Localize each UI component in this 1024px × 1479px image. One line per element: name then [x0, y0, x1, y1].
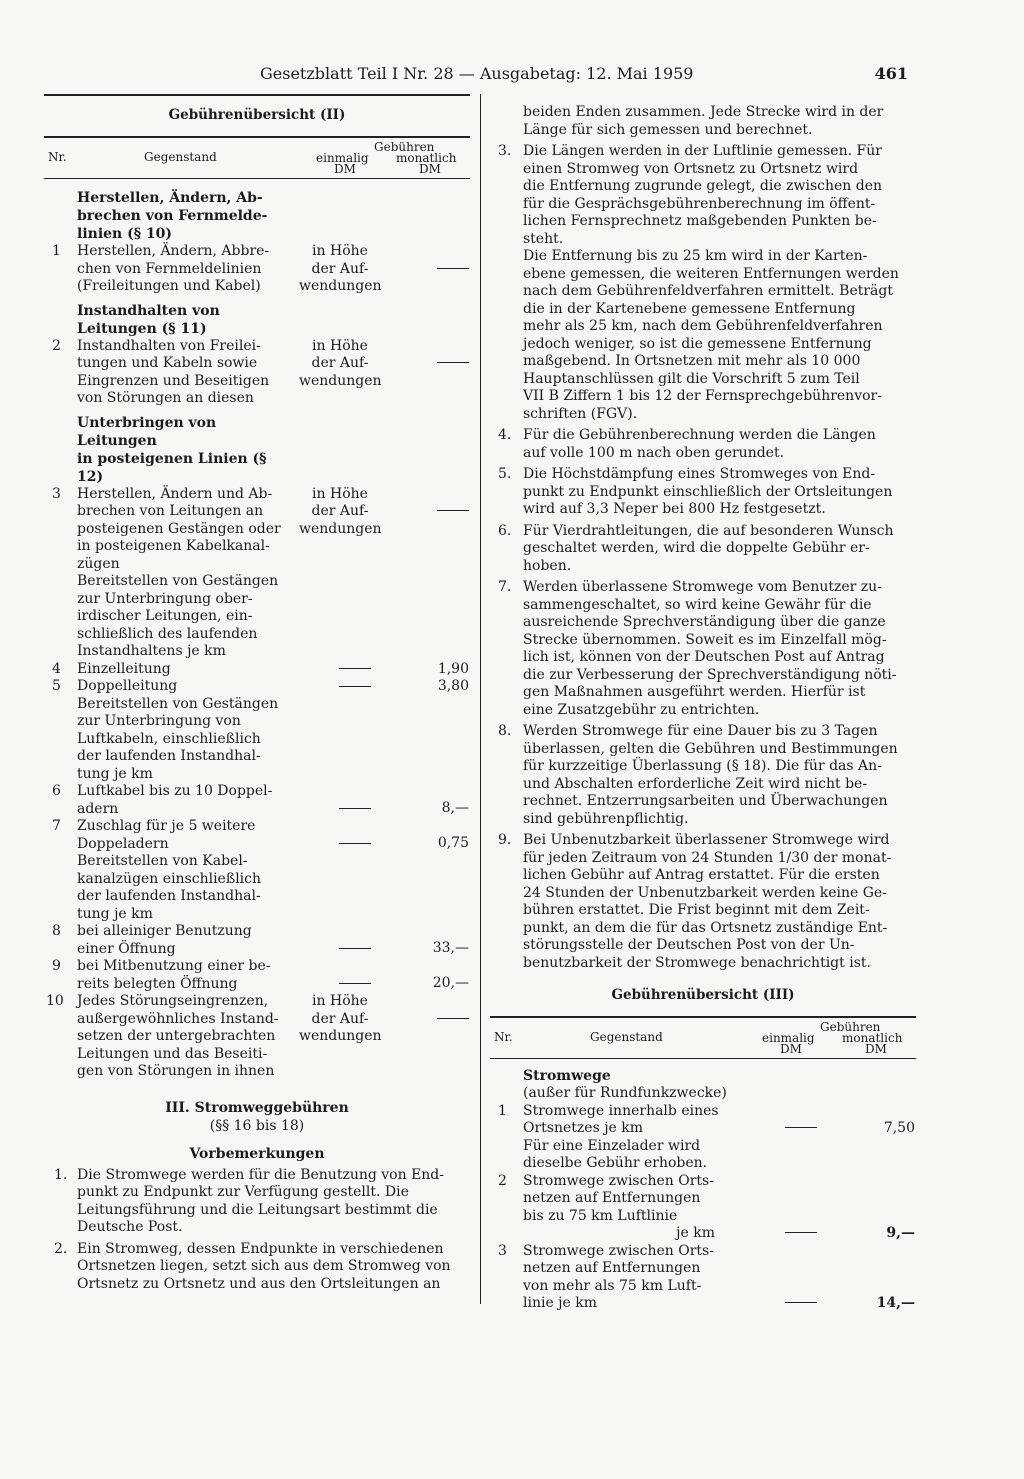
col-einmalig: einmalig	[316, 151, 369, 165]
table-row: 7 Zuschlag für je 5 weitere Doppeladern 0,75	[52, 818, 469, 852]
table-row: 6 Luftkabel bis zu 10 Doppel- adern 8,—	[52, 783, 469, 817]
table-row: 3 Stromwege zwischen Orts- netzen auf Entfernungen von mehr als 75 km Luft- linie je km 14,—	[498, 1242, 915, 1311]
section3-title: III. Stromweggebühren	[165, 1099, 349, 1116]
table-row: 5 Doppelleitung 3,80	[52, 678, 469, 694]
table-row: 2 Instandhalten von Freilei- tungen und Kabeln sowie Eingrenzen und Beseitigen von Störungen an diesen in Höhe der Auf- wendungen	[44, 338, 470, 408]
left-column	[44, 104, 470, 1293]
cost-einmalig: in Höhe der Auf- wendungen	[299, 337, 382, 389]
col-gegenstand: Gegenstand	[144, 150, 217, 164]
section-heading: Stromwege	[523, 1068, 611, 1084]
table2-title: Gebührenübersicht (II)	[168, 107, 346, 123]
paragraph: 8. Werden Stromwege für eine Dauer bis zu 3 Tagen überlassen, gelten die Gebühren und Bestimmungen für kurzzeitige Überlassung (§ 18). Die für das An- und Abschalten erforderliche Zeit wird nicht be- rechnet. Entzerrungsarbeiten und Überwachungen sind gebührenpflichtig.	[498, 723, 898, 827]
section-heading: Unterbringen von Leitungen in posteigenen Linien (§ 12)	[77, 414, 267, 485]
cost-monatlich: 8,—	[441, 800, 469, 816]
subheading: Bereitstellen von Gestängen zur Unterbringung von Luftkabeln, einschließlich der laufenden Instandhal- tung je km	[77, 695, 279, 782]
cost-monatlich	[389, 355, 469, 373]
col-einmalig: einmalig	[762, 1031, 815, 1045]
col-dm-monatlich: DM	[419, 162, 441, 176]
col-dm-einmalig: DM	[334, 162, 356, 176]
paragraph: 1. Die Stromwege werden für die Benutzung von End- punkt zu Endpunkt zur Verfügung gestellt. Die Leitungsführung und die Leitungsart bestimmt die Deutsche Post.	[54, 1166, 444, 1235]
header-rule	[44, 94, 470, 96]
section-heading: Instandhalten von Leitungen (§ 11)	[77, 302, 220, 337]
col-gebuehren: Gebühren	[374, 140, 435, 154]
col-nr: Nr.	[48, 150, 67, 164]
paragraph: 9. Bei Unbenutzbarkeit überlassener Stromwege wird für jeden Zeitraum von 24 Stunden 1/30 der monat- lichen Gebühr auf Antrag erstattet. Für die ersten 24 Stunden der Unbenutzbarkeit werden keine Ge- bühren erstattet. Die Frist beginnt mit dem Zeit- punkt, an dem die für das Ortsnetz zuständige Ent- störungsstelle der Deutschen Post von der Un- benutzbarkeit der Stromwege benachrichtigt ist.	[498, 832, 892, 971]
table-row: 9 bei Mitbenutzung einer be- reits belegten Öffnung 20,—	[52, 958, 469, 992]
paragraph: 3. Die Längen werden in der Luftlinie gemessen. Für einen Stromweg von Ortsnetz zu Ortsnetz wird die Entfernung zugrunde gelegt, die zwischen den für die Gesprächsgebührenberechnung im öffent- lichen Fernsprechnetz maßgebenden Punkten be- steht.	[498, 143, 883, 247]
section3-subtitle: (§§ 16 bis 18)	[209, 1117, 305, 1134]
cost-monatlich: 0,75	[437, 835, 469, 851]
subheading: Bereitstellen von Kabel- kanalzügen einschließlich der laufenden Instandhal- tung je km	[77, 853, 262, 922]
paragraph: beiden Enden zusammen. Jede Strecke wird in der Länge für sich gemessen und berechnet.	[523, 104, 884, 138]
paragraph: 4. Für die Gebührenberechnung werden die Längen auf volle 100 m nach oben gerundet.	[498, 427, 876, 461]
table-row: 8 bei alleiniger Benutzung einer Öffnung 33,—	[52, 923, 469, 957]
table-row: 3 Herstellen, Ändern und Ab- brechen von Leitungen an posteigenen Gestängen oder in posteigenen Kabelkanal- zügen in Höhe der Auf- wendungen	[44, 486, 470, 574]
cost-monatlich	[389, 260, 469, 278]
cost-monatlich: 3,80	[437, 678, 469, 694]
cost-monatlich: 20,—	[432, 975, 469, 991]
table3-title: Gebührenübersicht (III)	[611, 987, 795, 1003]
right-column	[490, 104, 916, 1313]
cost-monatlich	[389, 1010, 469, 1028]
header-title: Gesetzblatt Teil I Nr. 28 — Ausgabetag: 12. Mai 1959	[260, 64, 694, 83]
cost-monatlich: 1,90	[437, 660, 469, 677]
cost-monatlich: 33,—	[432, 940, 469, 956]
page-header	[44, 64, 908, 88]
vorbemerkungen-heading: Vorbemerkungen	[189, 1145, 325, 1162]
table-row: 2 Stromwege zwischen Orts- netzen auf Entfernungen bis zu 75 km Luftlinie je km 9,—	[498, 1172, 915, 1241]
cost-einmalig: in Höhe der Auf- wendungen	[299, 485, 382, 537]
col-dm-monatlich: DM	[865, 1042, 887, 1056]
col-gebuehren: Gebühren	[820, 1020, 881, 1034]
table-row: 1 Stromwege innerhalb eines Ortsnetzes je km Für eine Einzelader wird dieselbe Gebühr erhoben. 7,50	[498, 1102, 915, 1171]
table-row: 10 Jedes Störungseingrenzen, außergewöhnliches Instand- setzen der untergebrachten Leitungen und das Beseiti- gen von Störungen in ihnen in Höhe der Auf- wendungen	[44, 993, 470, 1081]
paragraph: 2. Ein Stromweg, dessen Endpunkte in verschiedenen Ortsnetzen liegen, setzt sich aus dem Stromweg von Ortsnetz zu Ortsnetz und aus den Ortsleitungen an	[54, 1240, 451, 1292]
paragraph: 7. Werden überlassene Stromwege vom Benutzer zu- sammengeschaltet, so wird keine Gewähr für die ausreichende Sprechverständigung über die ganze Strecke übernommen. Soweit es im Einzelfall mög- lich ist, können von der Deutschen Post auf Antrag die zur Verbesserung der Sprechverständigung nöti- gen Maßnahmen ausgeführt werden. Hierfür ist eine Zusatzgebühr zu entrichten.	[498, 579, 897, 718]
col-gegenstand: Gegenstand	[590, 1030, 663, 1044]
cost-monatlich: 9,—	[886, 1224, 915, 1241]
table-row: 1 Herstellen, Ändern, Abbre- chen von Fernmeldelinien (Freileitungen und Kabel) in Höhe der Auf- wendungen	[44, 243, 470, 296]
cost-monatlich: 7,50	[883, 1119, 915, 1136]
cost-einmalig: in Höhe der Auf- wendungen	[299, 993, 382, 1044]
paragraph: Die Entfernung bis zu 25 km wird in der Karten- ebene gemessen, die weiteren Entfernungen werden nach dem Gebührenfeldverfahren ermittelt. Beträgt die in der Kartenebene gemessene Entfernung mehr als 25 km, nach dem Gebührenfeldverfahren jedoch weniger, so ist die gemessene Entfernung maßgebend. In Ortsnetzen mit mehr als 10 000 Hauptanschlüssen gilt die Vorschrift 5 zum Teil VII B Ziffern 1 bis 12 der Fernsprechgebührenvor- schriften (FGV).	[523, 248, 899, 422]
section-heading: Herstellen, Ändern, Ab- brechen von Fernmelde- linien (§ 10)	[77, 190, 268, 242]
page-number: 461	[874, 64, 908, 83]
paragraph: 5. Die Höchstdämpfung eines Stromweges von End- punkt zu Endpunkt einschließlich der Ortsleitungen wird auf 3,3 Neper bei 800 Hz festgesetzt.	[498, 466, 893, 517]
subheading: Bereitstellen von Gestängen zur Unterbringung ober- irdischer Leitungen, ein- schließlich des laufenden Instandhaltens je km	[77, 573, 279, 659]
section-note: (außer für Rundfunkzwecke)	[523, 1085, 727, 1101]
table2-header	[44, 136, 470, 179]
col-nr: Nr.	[494, 1030, 513, 1044]
col-monatlich: monatlich	[842, 1031, 903, 1045]
column-divider	[480, 94, 481, 1304]
cost-einmalig: in Höhe der Auf- wendungen	[299, 243, 382, 294]
col-monatlich: monatlich	[396, 151, 457, 165]
cost-monatlich: 14,—	[876, 1294, 915, 1311]
table-row: 4 Einzelleitung 1,90	[52, 660, 469, 677]
col-dm-einmalig: DM	[780, 1042, 802, 1056]
table3-header	[490, 1016, 916, 1059]
paragraph: 6. Für Vierdrahtleitungen, die auf besonderen Wunsch geschaltet werden, wird die doppelte Gebühr er- hoben.	[498, 522, 894, 574]
cost-monatlich	[389, 503, 469, 521]
